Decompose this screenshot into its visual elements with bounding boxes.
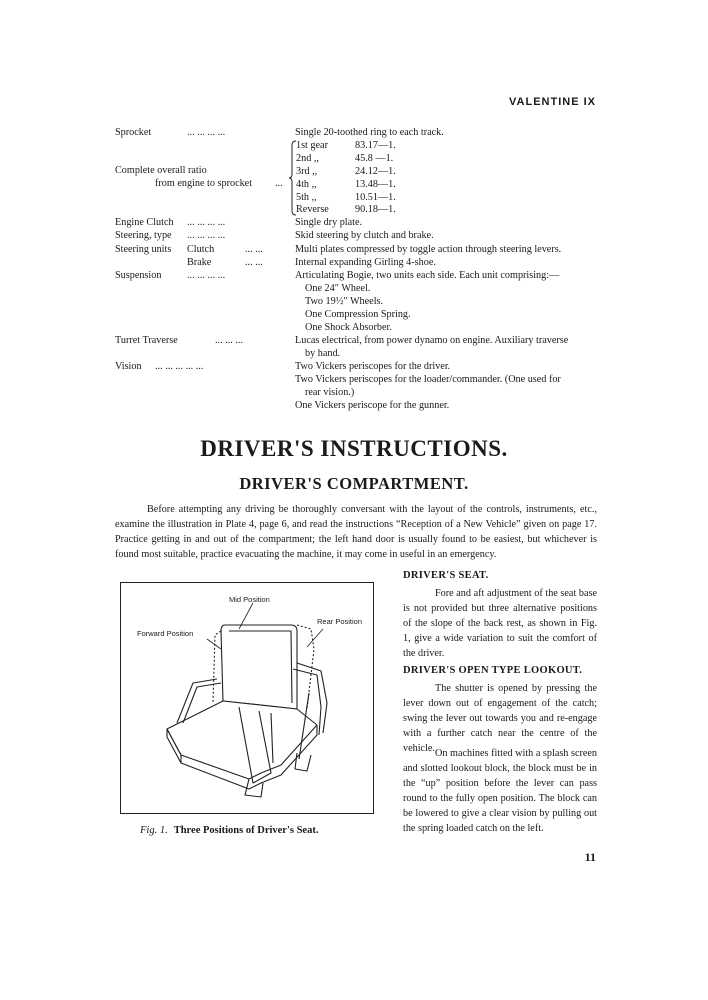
vision-value-1: Two Vickers periscopes for the driver. — [295, 361, 451, 372]
vision-label: Vision — [115, 361, 142, 372]
suspension-item: One Shock Absorber. — [305, 322, 392, 333]
lookout-heading: DRIVER'S OPEN TYPE LOOKOUT. — [403, 665, 583, 676]
gear-3: 3rd ,, — [296, 166, 318, 177]
ratio-dots: ... — [275, 178, 283, 189]
steering-type-label: Steering, type — [115, 230, 172, 241]
steering-units-value-1: Multi plates compressed by toggle action through steering levers. — [295, 244, 562, 255]
label-forward-position: Forward Position — [137, 629, 194, 638]
ratio-1: 83.17—1. — [355, 140, 396, 151]
steering-units-dots-2: ... ... — [245, 257, 263, 268]
vision-value-2: Two Vickers periscopes for the loader/commander. (One used for — [295, 374, 561, 385]
sprocket-value: Single 20-toothed ring to each track. — [295, 127, 444, 138]
main-heading: DRIVER'S INSTRUCTIONS. — [200, 436, 508, 461]
steering-type-dots: ... ... ... ... — [187, 230, 226, 241]
ratio-label-1: Complete overall ratio — [115, 165, 207, 176]
engine-clutch-value: Single dry plate. — [295, 217, 363, 228]
page-number: 11 — [584, 850, 596, 864]
gear-2: 2nd ,, — [296, 153, 319, 164]
figure-number: Fig. 1. — [140, 825, 168, 836]
ratio-6: 90.18—1. — [355, 204, 396, 215]
figure-caption — [140, 825, 318, 836]
turret-label: Turret Traverse — [115, 335, 178, 346]
gear-5: 5th ,, — [296, 192, 317, 203]
suspension-value: Articulating Bogie, two units each side. Each unit comprising:— — [295, 270, 560, 281]
turret-value-1: Lucas electrical, from power dynamo on engine. Auxiliary traverse — [295, 335, 569, 346]
turret-value-2: by hand. — [305, 348, 341, 359]
intro-paragraph: Before attempting any driving be thoroughly conversant with the layout of the controls, instruments, etc., examine the illustration in Plate 4, page 6, and read the instructions “Reception of a New Vehicle” given on page 17. Practice getting in and out of the compartment; the left hand door is usually found to be easiest, but whichever is found most suitable, practice evacuating the machine, it may come in useful in an emergency. — [115, 504, 597, 560]
gear-6: Reverse — [296, 204, 329, 215]
steering-units-clutch: Clutch — [187, 244, 215, 255]
running-title: VALENTINE IX — [509, 96, 596, 108]
ratio-3: 24.12—1. — [355, 166, 396, 177]
seat-paragraph: Fore and aft adjustment of the seat base is not provided but three alternative positions of the slope of the back rest, as shown in Fig. 1, give a wide variation to suit the comfort of the driver. — [403, 588, 597, 659]
vision-value-4: One Vickers periscope for the gunner. — [295, 400, 450, 411]
steering-units-brake: Brake — [187, 257, 212, 268]
lookout-paragraph-2: On machines fitted with a splash screen and slotted lookout block, the block must be in the “up” position before the lever can pass round to the fully open position. The block can be lowered to give a clear vision by pulling out the spring loaded catch on the left. — [403, 748, 597, 834]
gear-1: 1st gear — [296, 140, 328, 151]
ratio-2: 45.8 —1. — [355, 153, 394, 164]
label-mid-position: Mid Position — [229, 595, 270, 604]
figure-caption-text: Three Positions of Driver's Seat. — [173, 825, 319, 836]
ratio-5: 10.51—1. — [355, 192, 396, 203]
sprocket-label: Sprocket — [115, 127, 152, 138]
steering-units-label: Steering units — [115, 244, 172, 255]
suspension-label: Suspension — [115, 270, 162, 281]
seat-heading: DRIVER'S SEAT. — [403, 570, 489, 581]
steering-type-value: Skid steering by clutch and brake. — [295, 230, 434, 241]
steering-units-value-2: Internal expanding Girling 4-shoe. — [295, 257, 436, 268]
suspension-item: Two 19½″ Wheels. — [305, 296, 384, 307]
sprocket-dots: ... ... ... ... — [187, 127, 226, 138]
engine-clutch-label: Engine Clutch — [115, 217, 174, 228]
steering-units-dots-1: ... ... — [245, 244, 263, 255]
ratio-label-2: from engine to sprocket — [155, 178, 253, 189]
turret-dots: ... ... ... — [215, 335, 244, 346]
gear-4: 4th ,, — [296, 179, 317, 190]
sub-heading: DRIVER'S COMPARTMENT. — [239, 474, 469, 493]
engine-clutch-dots: ... ... ... ... — [187, 217, 226, 228]
suspension-item: One 24″ Wheel. — [305, 283, 371, 294]
label-rear-position: Rear Position — [317, 617, 363, 626]
ratio-4: 13.48—1. — [355, 179, 396, 190]
vision-dots: ... ... ... ... ... — [155, 361, 204, 372]
lookout-paragraph-1: The shutter is opened by pressing the lever down out of engagement of the catch; swing the lever out towards you and re-engage with a further catch near the centre of the vehicle. — [403, 683, 597, 754]
seat-figure — [120, 582, 374, 814]
suspension-item: One Compression Spring. — [305, 309, 411, 320]
suspension-dots: ... ... ... ... — [187, 270, 226, 281]
vision-value-3: rear vision.) — [305, 387, 355, 398]
